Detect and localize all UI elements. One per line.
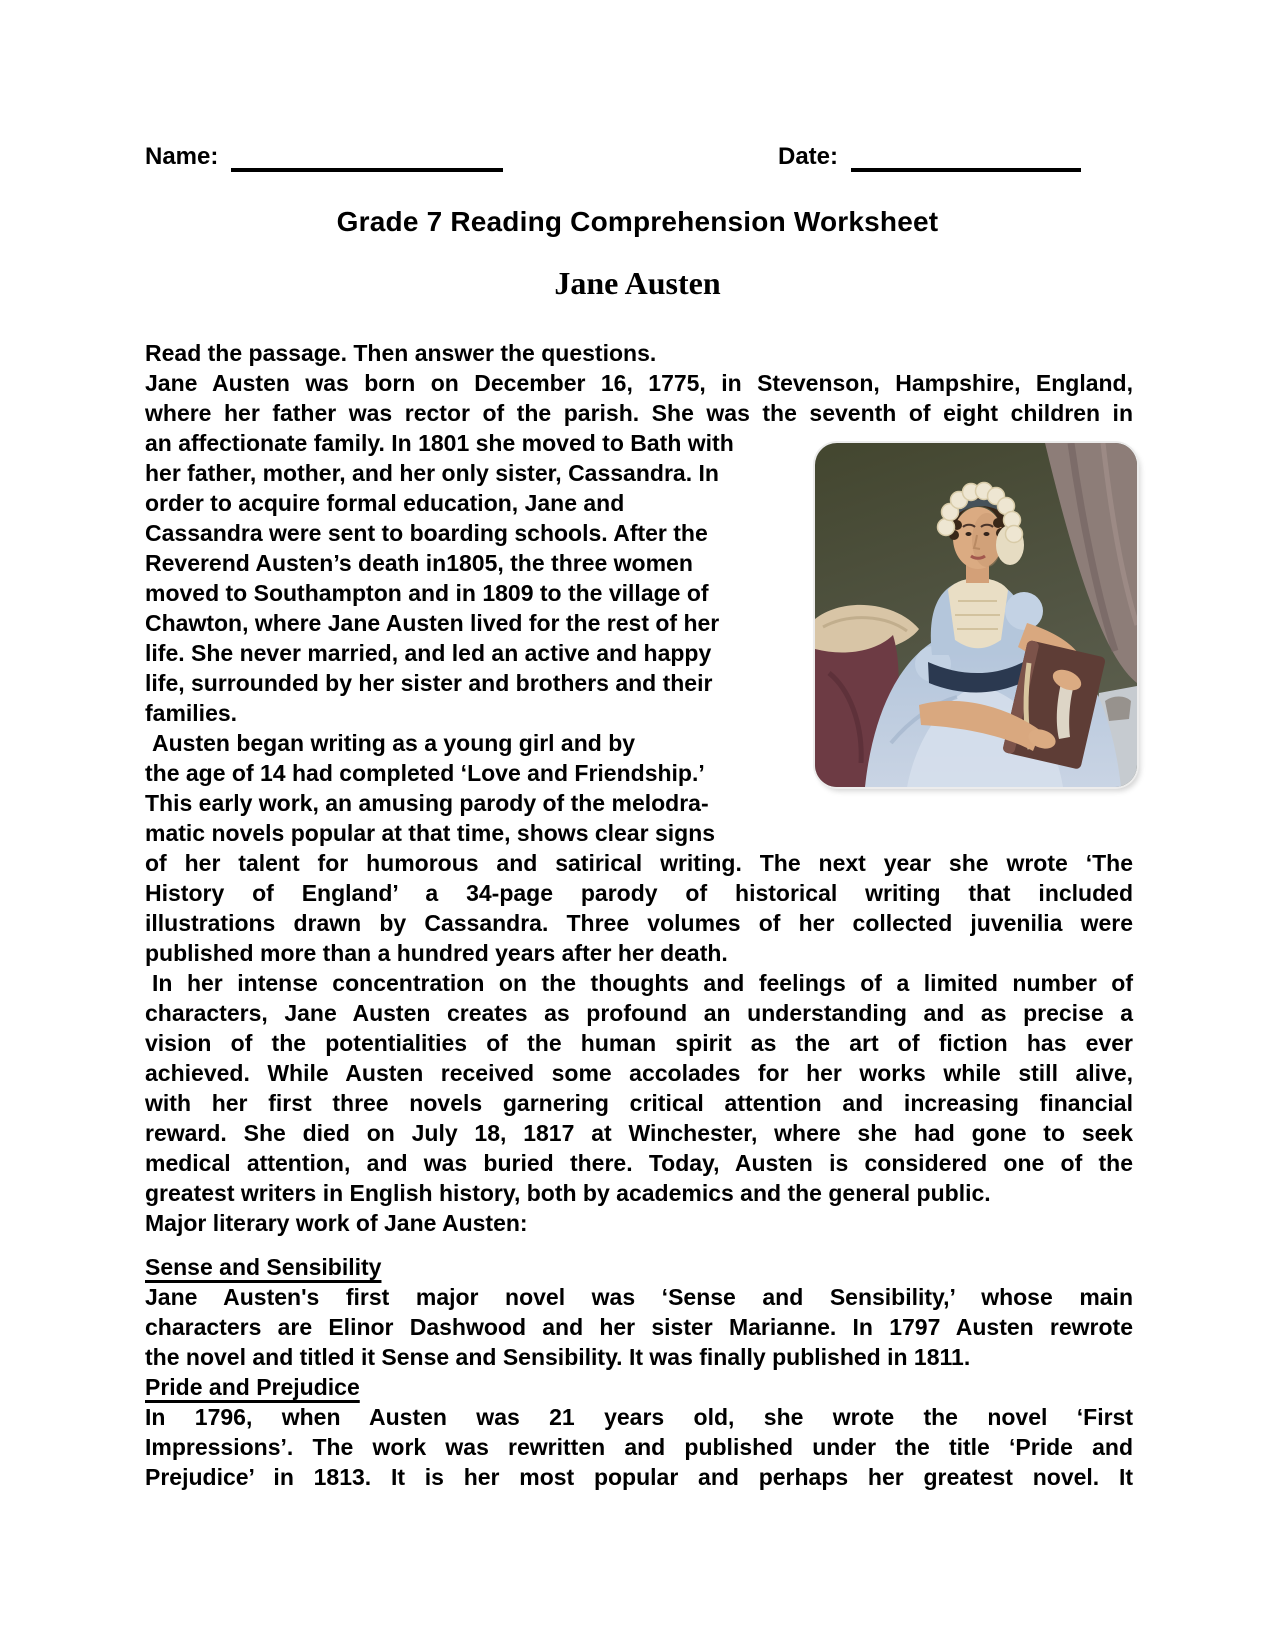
passage-line: of her talent for humorous and satirical writing. The next year she wrote ‘The — [145, 850, 1133, 876]
passage-line: her father, mother, and her only sister, Cassandra. In — [145, 460, 719, 486]
section-pride-and-prejudice — [145, 1372, 1133, 1492]
passage-line: an affectionate family. In 1801 she moved to Bath with — [145, 430, 734, 456]
passage-line: the age of 14 had completed ‘Love and Friendship.’ — [145, 760, 705, 786]
date-field — [778, 141, 1081, 172]
passage-line: Chawton, where Jane Austen lived for the rest of her — [145, 610, 720, 636]
major-works-label: Major literary work of Jane Austen: — [145, 1210, 528, 1236]
passage-line: moved to Southampton and in 1809 to the village of — [145, 580, 709, 606]
passage-line: Austen began writing as a young girl and by — [152, 730, 636, 756]
passage-line: life, surrounded by her sister and brothers and their — [145, 670, 713, 696]
name-blank-line — [231, 141, 503, 172]
passage-line: In her intense concentration on the thoughts and feelings of a limited number of — [152, 970, 1133, 996]
section-heading-text: Pride and Prejudice — [145, 1374, 360, 1400]
passage-line: families. — [145, 700, 238, 726]
passage-line: In 1796, when Austen was 21 years old, she wrote the novel ‘First — [145, 1404, 1133, 1430]
passage-line: characters, Jane Austen creates as profound an understanding and as precise a — [145, 1000, 1133, 1026]
passage-line: life. She never married, and led an active and happy — [145, 640, 712, 666]
passage-line: matic novels popular at that time, shows clear signs — [145, 820, 716, 846]
passage-line: reward. She died on July 18, 1817 at Winchester, where she had gone to seek — [145, 1120, 1133, 1146]
date-blank-line — [851, 141, 1081, 172]
passage-line: the novel and titled it Sense and Sensibility. It was finally published in 1811. — [145, 1344, 971, 1370]
worksheet-title: Grade 7 Reading Comprehension Worksheet — [336, 206, 939, 237]
passage-line: Impressions’. The work was rewritten and published under the title ‘Pride and — [145, 1434, 1133, 1460]
passage-line: medical attention, and was buried there. Today, Austen is considered one of the — [145, 1150, 1133, 1176]
name-field — [145, 141, 503, 172]
jane-austen-portrait-illustration — [815, 443, 1137, 787]
instructions: Read the passage. Then answer the questions. — [145, 340, 657, 366]
jane-austen-portrait — [815, 443, 1137, 787]
passage-line: order to acquire formal education, Jane and — [145, 490, 625, 516]
passage-line: characters are Elinor Dashwood and her sister Marianne. In 1797 Austen rewrote — [145, 1314, 1133, 1340]
passage-line: published more than a hundred years after her death. — [145, 940, 728, 966]
section-heading — [145, 1372, 1133, 1402]
passage-line: Jane Austen was born on December 16, 1775, in Stevenson, Hampshire, England, — [145, 370, 1133, 396]
section-heading-text: Sense and Sensibility — [145, 1254, 382, 1280]
passage-line: vision of the potentialities of the human spirit as the art of fiction has ever — [145, 1030, 1133, 1056]
passage-title: Jane Austen — [554, 265, 721, 301]
name-label: Name: — [145, 143, 219, 170]
passage-line: with her first three novels garnering critical attention and increasing financial — [145, 1090, 1133, 1116]
passage-line: Jane Austen's first major novel was ‘Sense and Sensibility,’ whose main — [145, 1284, 1133, 1310]
passage-line: illustrations drawn by Cassandra. Three volumes of her collected juvenilia were — [145, 910, 1133, 936]
passage-line: Cassandra were sent to boarding schools. After the — [145, 520, 708, 546]
passage-line: History of England’ a 34-page parody of historical writing that included — [145, 880, 1133, 906]
passage-line: greatest writers in English history, both by academics and the general public. — [145, 1180, 991, 1206]
date-label: Date: — [778, 143, 839, 170]
passage-line: where her father was rector of the parish. She was the seventh of eight children in — [145, 400, 1133, 426]
section-heading — [145, 1252, 1133, 1282]
section-sense-and-sensibility — [145, 1252, 1133, 1372]
passage-line: achieved. While Austen received some accolades for her works while still alive, — [145, 1060, 1133, 1086]
passage-line: Reverend Austen’s death in1805, the three women — [145, 550, 693, 576]
passage-line: Prejudice’ in 1813. It is her most popular and perhaps her greatest novel. It — [145, 1464, 1133, 1490]
passage-line: This early work, an amusing parody of the melodra- — [145, 790, 709, 816]
